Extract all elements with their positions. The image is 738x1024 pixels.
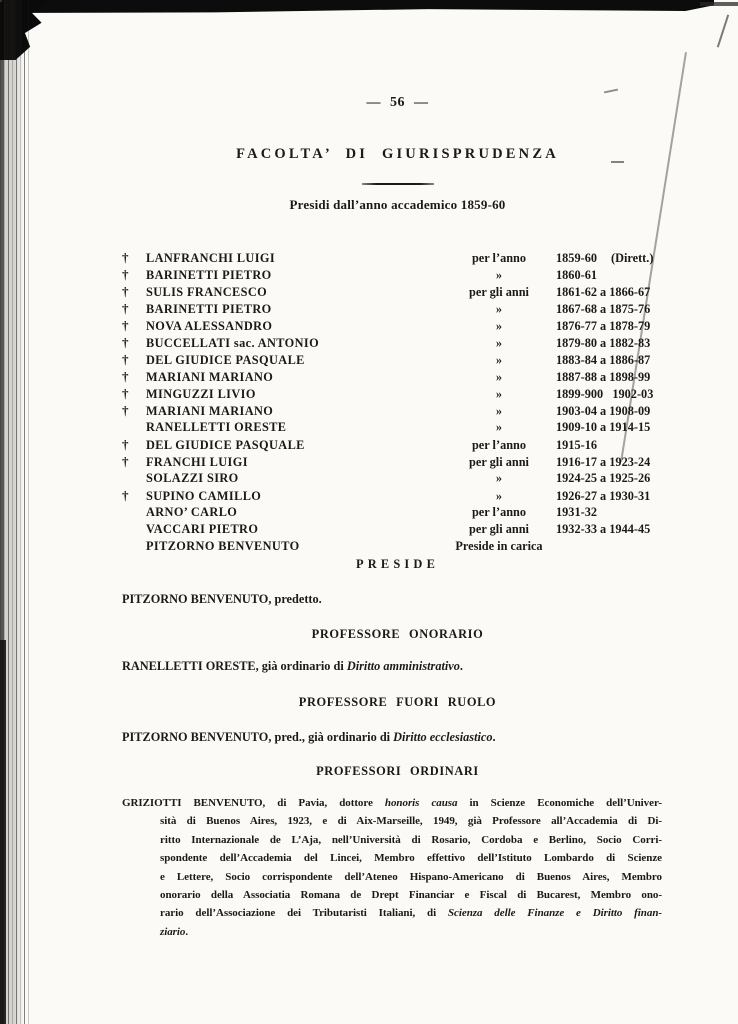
crease-mark xyxy=(604,89,618,94)
tenure-years: 1915-16 xyxy=(556,438,597,452)
dean-name: BARINETTI PIETRO xyxy=(146,302,272,316)
table-row xyxy=(122,538,682,555)
tenure-years: 1926-27 a 1930-31 xyxy=(556,489,651,503)
deceased-dagger: † xyxy=(122,267,129,282)
tenure-years: 1860-61 xyxy=(556,268,597,282)
deceased-dagger: † xyxy=(122,386,129,401)
tenure-years: 1931-32 xyxy=(556,505,597,519)
tenure-label: per gli anni xyxy=(469,455,529,469)
dean-name: BARINETTI PIETRO xyxy=(146,268,272,282)
text-line: rario dell’Associazione dei Tributaristi Italiani, di Scienza delle Finanze e Diritto finan- xyxy=(160,907,662,920)
table-row xyxy=(122,487,682,504)
tenure-years: 1899-900 1902-03 xyxy=(556,387,654,401)
section-body-professori-ordinari xyxy=(122,794,662,941)
table-row xyxy=(122,436,682,453)
deceased-dagger: † xyxy=(122,301,129,316)
deceased-dagger: † xyxy=(122,318,129,333)
table-row xyxy=(122,385,682,402)
deceased-dagger: † xyxy=(122,403,129,418)
section-body-professore-fuori-ruolo xyxy=(122,728,662,746)
deceased-dagger: † xyxy=(122,488,129,503)
tenure-label: » xyxy=(495,404,503,418)
table-row xyxy=(122,504,682,521)
table-row xyxy=(122,249,682,266)
tenure-label: per gli anni xyxy=(469,522,529,536)
dean-name: DEL GIUDICE PASQUALE xyxy=(146,438,305,452)
table-row xyxy=(122,521,682,538)
presidi-subtitle: Presidi dall’anno accademico 1859-60 xyxy=(289,197,506,212)
table-row xyxy=(122,266,682,283)
tenure-years: 1879-80 a 1882-83 xyxy=(556,336,651,350)
tenure-years: 1887-88 a 1898-99 xyxy=(556,370,651,384)
tenure-years: 1883-84 a 1886-87 xyxy=(556,353,651,367)
table-row xyxy=(122,351,682,368)
dean-name: VACCARI PIETRO xyxy=(146,522,259,536)
deceased-dagger: † xyxy=(122,369,129,384)
dean-name: MINGUZZI LIVIO xyxy=(146,387,256,401)
table-row xyxy=(122,368,682,385)
tenure-label: » xyxy=(495,268,503,282)
tenure-years: 1909-10 a 1914-15 xyxy=(556,420,651,434)
tenure-years: 1916-17 a 1923-24 xyxy=(556,455,651,469)
tenure-label: » xyxy=(495,420,503,434)
dean-name: SUPINO CAMILLO xyxy=(146,489,262,503)
title-rule xyxy=(362,183,434,185)
faculty-title: FACOLTA’ DI GIURISPRUDENZA xyxy=(236,146,559,162)
tenure-label: per l’anno xyxy=(471,505,527,519)
presidi-table xyxy=(122,249,682,555)
text-line: GRIZIOTTI BENVENUTO, di Pavia, dottore honoris causa in Scienze Economiche dell’Univer- xyxy=(122,797,662,809)
tenure-label: » xyxy=(495,319,503,333)
dean-name: RANELLETTI ORESTE xyxy=(146,420,287,434)
scan-artifact-left-edge xyxy=(0,640,6,1024)
tenure-years: 1924-25 a 1925-26 xyxy=(556,471,651,485)
section-heading-professore-onorario: PROFESSORE ONORARIO xyxy=(311,627,484,641)
scan-artifact-top-bar xyxy=(0,0,714,13)
dean-name: FRANCHI LUIGI xyxy=(146,455,248,469)
table-row xyxy=(122,402,682,419)
text-line: PITZORNO BENVENUTO, predetto. xyxy=(122,592,322,606)
tenure-years: 1932-33 a 1944-45 xyxy=(556,522,651,536)
dean-name: BUCCELLATI sac. ANTONIO xyxy=(146,336,320,350)
text-line: spondente dell’Accademia del Lincei, Membro effettivo dell’Istituto Lombardo di Scienze xyxy=(160,852,662,865)
tenure-label: » xyxy=(495,387,503,401)
tenure-years: 1867-68 a 1875-76 xyxy=(556,302,651,316)
text-line: e Lettere, Socio corrispondente dell’Ateneo Hispano-Americano di Buenos Aires, Membro xyxy=(160,870,662,883)
scan-artifact-corner-tick xyxy=(717,15,729,48)
deceased-dagger: † xyxy=(122,454,129,469)
deceased-dagger: † xyxy=(122,335,129,350)
tenure-years: 1876-77 a 1878-79 xyxy=(556,319,651,333)
scan-speckle xyxy=(0,0,2,2)
tenure-label: » xyxy=(495,489,503,503)
tenure-years: 1859-60 (Dirett.) xyxy=(556,251,654,265)
dean-name: LANFRANCHI LUIGI xyxy=(146,251,276,265)
table-row xyxy=(122,419,682,436)
tenure-label: Preside in carica xyxy=(455,539,543,553)
dean-name: MARIANI MARIANO xyxy=(146,404,274,418)
dean-name: SOLAZZI SIRO xyxy=(146,471,239,485)
scan-artifact-top-bar-tail xyxy=(700,2,738,6)
section-heading-professore-fuori-ruolo: PROFESSORE FUORI RUOLO xyxy=(298,695,497,709)
dean-name: PITZORNO BENVENUTO xyxy=(146,539,300,553)
table-row xyxy=(122,470,682,487)
page-number: — 56 — xyxy=(366,95,429,110)
tenure-label: » xyxy=(495,302,503,316)
text-line: ritto Internazionale de L’Aja, nell’Università di Rosario, Cordoba e Berlino, Socio Corri- xyxy=(160,833,662,846)
dean-name: DEL GIUDICE PASQUALE xyxy=(146,353,305,367)
tenure-label: per l’anno xyxy=(471,438,527,452)
section-heading-professori-ordinari: PROFESSORI ORDINARI xyxy=(316,764,479,778)
table-row xyxy=(122,283,682,300)
deceased-dagger: † xyxy=(122,284,129,299)
section-body-preside xyxy=(122,590,662,608)
dean-name: NOVA ALESSANDRO xyxy=(146,319,273,333)
tenure-label: per l’anno xyxy=(471,251,527,265)
text-line: onorario della Associatia Romana de Drept Financiar e Fiscal di Bucarest, Membro ono- xyxy=(160,889,662,902)
section-heading-preside: PRESIDE xyxy=(355,557,440,571)
director-note: (Dirett.) xyxy=(611,251,654,265)
dean-name: MARIANI MARIANO xyxy=(146,370,274,384)
deceased-dagger: † xyxy=(122,437,129,452)
table-row xyxy=(122,300,682,317)
dean-name: ARNO’ CARLO xyxy=(146,505,238,519)
text-line: sità di Buenos Aires, 1923, e di Aix-Marseille, 1949, già Professore all’Accademia di Di- xyxy=(160,815,662,828)
table-row xyxy=(122,317,682,334)
tenure-years: 1861-62 a 1866-67 xyxy=(556,285,651,299)
tenure-label: » xyxy=(495,353,503,367)
dean-name: SULIS FRANCESCO xyxy=(146,285,268,299)
table-row xyxy=(122,334,682,351)
text-line: PITZORNO BENVENUTO, pred., già ordinario di Diritto ecclesiastico. xyxy=(122,730,496,744)
deceased-dagger: † xyxy=(122,250,129,265)
tenure-label: per gli anni xyxy=(469,285,529,299)
section-body-professore-onorario xyxy=(122,657,662,675)
tenure-label: » xyxy=(495,336,503,350)
tenure-label: » xyxy=(495,471,503,485)
deceased-dagger: † xyxy=(122,352,129,367)
text-line: ziario. xyxy=(160,925,189,938)
table-row xyxy=(122,453,682,470)
tenure-years: 1903-04 a 1908-09 xyxy=(556,404,651,418)
text-line: RANELLETTI ORESTE, già ordinario di Diritto amministrativo. xyxy=(122,659,463,673)
tenure-label: » xyxy=(495,370,503,384)
